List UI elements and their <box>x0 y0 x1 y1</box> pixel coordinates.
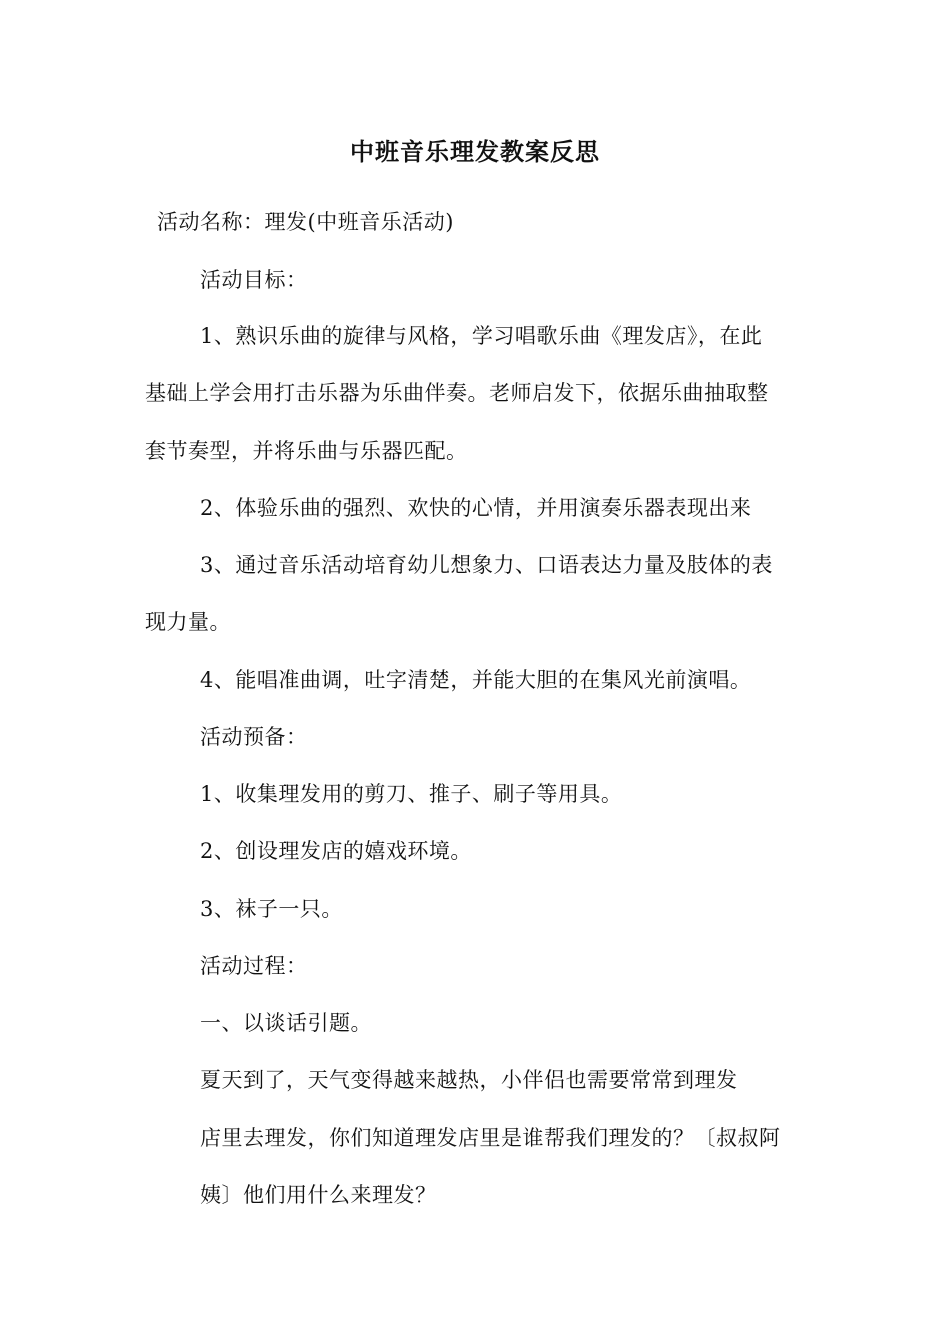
text-line: 一、以谈话引题。 <box>200 1011 372 1035</box>
text-line: 套节奏型，并将乐曲与乐器匹配。 <box>145 439 468 463</box>
text-line: 现力量。 <box>145 610 231 634</box>
text-line: 活动目标： <box>200 268 308 292</box>
text-line: 基础上学会用打击乐器为乐曲伴奏。老师启发下，依据乐曲抽取整 <box>145 381 769 405</box>
text-line: 夏天到了，天气变得越来越热，小伴侣也需要常常到理发 <box>200 1068 738 1092</box>
text-line: 2、创设理发店的嬉戏环境。 <box>200 839 472 863</box>
text-line: 活动过程： <box>200 954 308 978</box>
text-line: 1、收集理发用的剪刀、推子、刷子等用具。 <box>200 782 623 806</box>
text-line: 1、熟识乐曲的旋律与风格，学习唱歌乐曲《理发店》，在此 <box>200 324 763 348</box>
text-line: 2、体验乐曲的强烈、欢快的心情，并用演奏乐器表现出来 <box>200 496 752 520</box>
text-line: 店里去理发，你们知道理发店里是谁帮我们理发的？〔叔叔阿 <box>200 1126 781 1150</box>
text-line: 3、通过音乐活动培育幼儿想象力、口语表达力量及肢体的表 <box>200 553 773 577</box>
text-line: 姨〕他们用什么来理发？ <box>200 1183 437 1207</box>
text-line: 4、能唱准曲调，吐字清楚，并能大胆的在集风光前演唱。 <box>200 668 752 692</box>
text-line: 3、袜子一只。 <box>200 897 343 921</box>
text-line: 活动预备： <box>200 725 308 749</box>
text-line: 活动名称：理发(中班音乐活动) <box>157 210 454 234</box>
page-title: 中班音乐理发教案反思 <box>350 137 600 166</box>
